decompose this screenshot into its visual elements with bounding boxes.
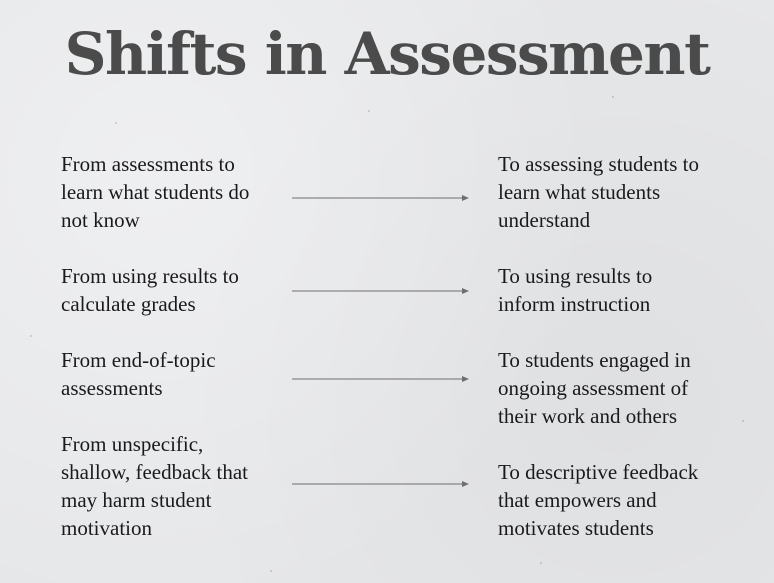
to-text-3: To students engaged in ongoing assessment of their work and others bbox=[498, 348, 691, 428]
right-arrow-icon bbox=[292, 375, 470, 383]
from-text-4: From unspecific, shallow, feedback that may harm student motivation bbox=[61, 432, 248, 540]
from-text-1: From assessments to learn what students do not know bbox=[61, 152, 250, 232]
paper-speck bbox=[115, 122, 117, 124]
paper-speck bbox=[540, 562, 542, 564]
right-arrow-icon bbox=[292, 194, 470, 202]
paper-speck bbox=[30, 335, 32, 337]
to-text-1: To assessing students to learn what students understand bbox=[498, 152, 699, 232]
paper-speck bbox=[368, 110, 370, 112]
to-text-2: To using results to inform instruction bbox=[498, 264, 653, 316]
paper-speck bbox=[612, 96, 614, 98]
to-text-4: To descriptive feedback that empowers and motivates students bbox=[498, 460, 699, 540]
right-arrow-icon bbox=[292, 480, 470, 488]
slide-title: Shifts in Assessment bbox=[64, 20, 710, 88]
paper-speck bbox=[270, 570, 272, 572]
from-text-2: From using results to calculate grades bbox=[61, 264, 239, 316]
paper-speck bbox=[742, 420, 744, 422]
right-arrow-icon bbox=[292, 287, 470, 295]
from-text-3: From end-of-topic assessments bbox=[61, 348, 216, 400]
